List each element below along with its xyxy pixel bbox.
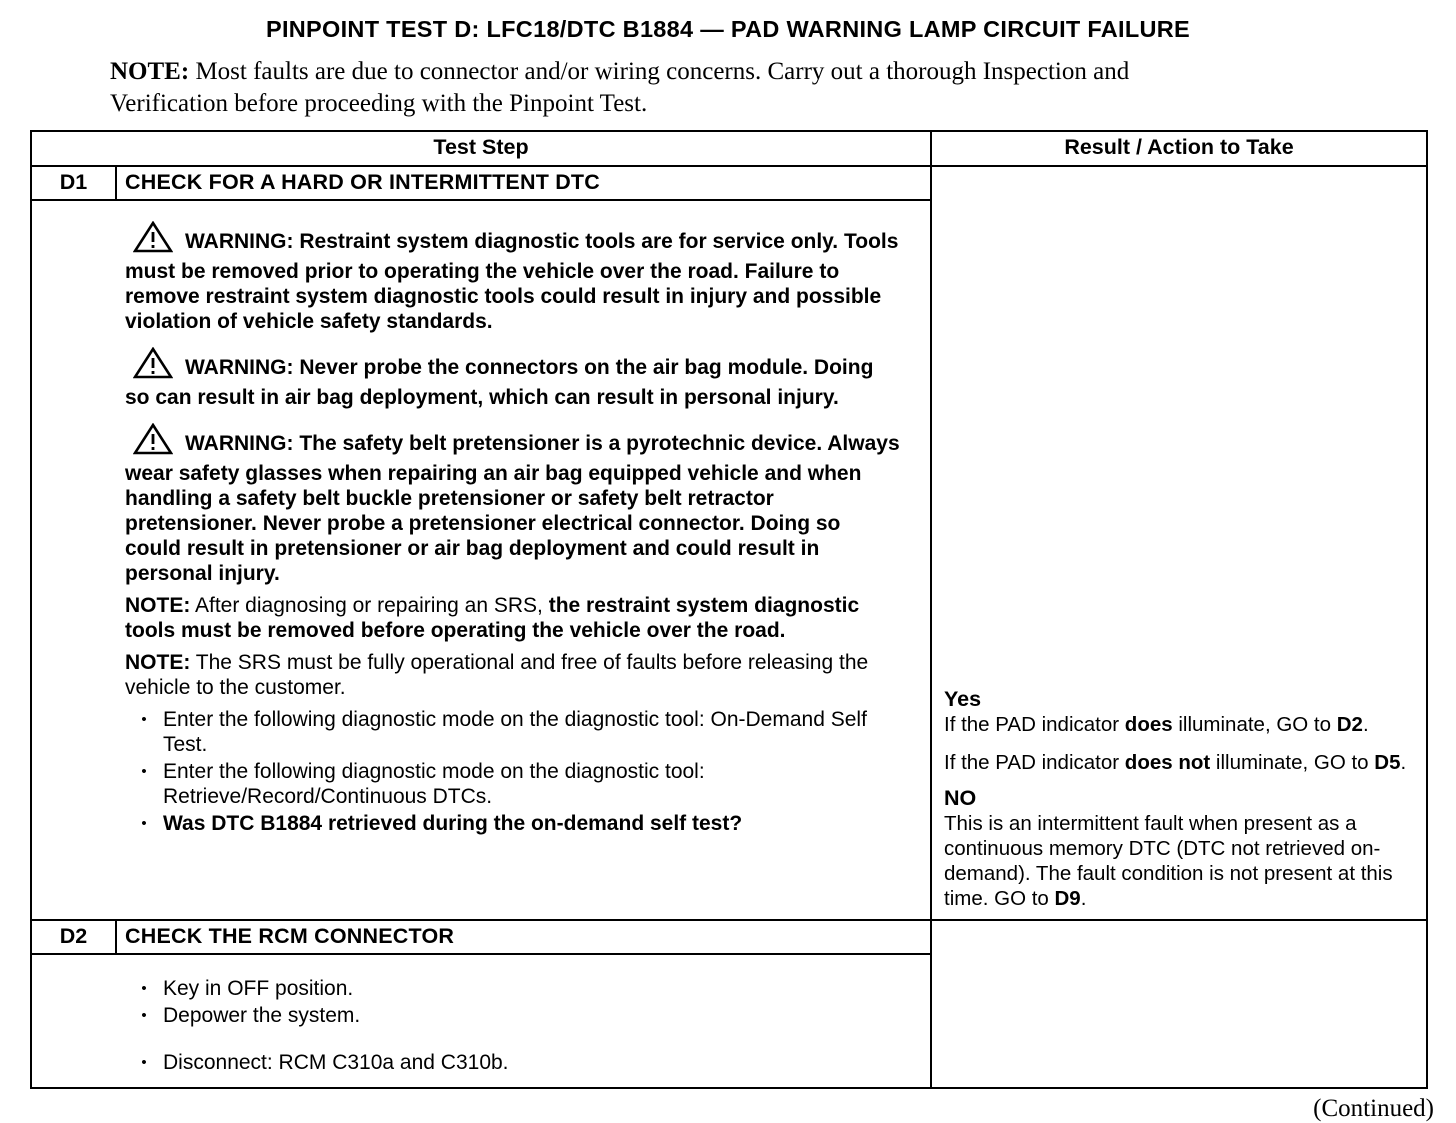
warning-text: The safety belt pretensioner is a pyrotechnic device. Always wear safety glasses when repairing an air bag equipped vehicle and when handling a safety belt buckle pretensioner or safety belt retractor pretensioner. Never probe a pretensioner electrical connector. Doing so could result in pretensioner or air bag deployment and could result in personal injury. [125, 432, 900, 585]
note-text: After diagnosing or repairing an SRS, [190, 594, 549, 617]
result-step-ref: D5 [1374, 751, 1401, 774]
warning-paragraph-2 [125, 347, 900, 410]
test-step-row-d2 [32, 919, 1426, 1087]
bullet-text: Enter the following diagnostic mode on the diagnostic tool: Retrieve/Record/Continuous DTCs. [163, 760, 705, 808]
bullet-item [125, 1003, 900, 1028]
bullet-dot: • [141, 980, 147, 997]
result-text: . [1362, 713, 1369, 736]
note-text-bold: the restraint system diagnostic tools must be removed before operating the vehicle over the road. [125, 594, 860, 642]
test-step-cell-d2 [32, 921, 930, 1087]
step-id-d1: D1 [32, 167, 117, 199]
test-step-cell-d1 [32, 167, 930, 919]
warning-label: WARNING: [185, 230, 294, 253]
step-body-d1 [32, 201, 930, 919]
bullet-dot: • [141, 711, 147, 728]
step-title-d2: CHECK THE RCM CONNECTOR [125, 924, 455, 948]
bullet-text: Key in OFF position. [163, 977, 354, 1000]
bullet-text: Enter the following diagnostic mode on the diagnostic tool: On-Demand Self Test. [163, 708, 867, 756]
warning-text: Restraint system diagnostic tools are for service only. Tools must be removed prior to operating the vehicle over the road. Failure to remove restraint system diagnostic tools could result in injury and possible violation of vehicle safety standards. [125, 230, 899, 333]
warning-text: Never probe the connectors on the air bag module. Doing so can result in air bag deployment, which can result in personal injury. [125, 356, 874, 409]
page-title: PINPOINT TEST D: LFC18/DTC B1884 — PAD WARNING LAMP CIRCUIT FAILURE [265, 16, 1191, 42]
warning-icon [133, 423, 173, 461]
step-strip-d1 [32, 167, 930, 201]
result-text: . [1080, 887, 1087, 910]
step-title-d1: CHECK FOR A HARD OR INTERMITTENT DTC [125, 170, 600, 194]
continued-label: (Continued) [1313, 1095, 1434, 1122]
test-step-row-d1 [32, 167, 1426, 919]
intro-note [110, 56, 1225, 119]
result-step-ref: D9 [1054, 887, 1081, 910]
result-yes-label: Yes [944, 687, 982, 711]
bullet-text: Depower the system. [163, 1004, 361, 1027]
intro-note-text: Most faults are due to connector and/or wiring concerns. Carry out a thorough Inspection and Verification before proceeding with the Pinpoint Test. [110, 58, 1130, 117]
bullet-dot: • [141, 1054, 147, 1071]
result-cell-d2 [930, 921, 1426, 1087]
bullet-item [125, 759, 900, 809]
result-text: illuminate, GO to [1210, 751, 1375, 774]
warning-paragraph-3 [125, 423, 900, 586]
result-yes-line-2 [944, 750, 1416, 775]
step-bullet-list-d2 [125, 976, 900, 1075]
note-label: NOTE: [125, 594, 191, 617]
table-header-row [32, 132, 1426, 167]
result-text: If the PAD indicator [944, 713, 1125, 736]
step-bullet-list-d1 [125, 707, 900, 836]
result-text: If the PAD indicator [944, 751, 1125, 774]
step-body-d2 [32, 955, 930, 1087]
bullet-dot: • [141, 1007, 147, 1024]
result-yes-line-1 [944, 712, 1416, 737]
result-no-line [944, 811, 1416, 911]
note-paragraph-2 [125, 650, 900, 700]
column-header-result: Result / Action to Take [930, 132, 1426, 165]
result-text-bold: does not [1124, 751, 1211, 774]
bullet-item [125, 1050, 900, 1075]
bullet-dot: • [141, 763, 147, 780]
result-text: . [1400, 751, 1407, 774]
bullet-dot: • [141, 815, 147, 832]
bullet-item [125, 707, 900, 757]
warning-icon [133, 347, 173, 385]
note-text: The SRS must be fully operational and free of faults before releasing the vehicle to the customer. [125, 651, 869, 699]
warning-label: WARNING: [185, 356, 294, 379]
result-no-label: NO [944, 786, 977, 810]
result-cell-d1 [930, 167, 1426, 919]
step-id-d2: D2 [32, 921, 117, 953]
result-text: illuminate, GO to [1172, 713, 1337, 736]
result-text: This is an intermittent fault when present as a continuous memory DTC (DTC not retrieved on-demand). The fault condition is not present at this time. GO to [944, 812, 1393, 910]
bullet-text: Disconnect: RCM C310a and C310b. [163, 1051, 509, 1074]
note-paragraph-1 [125, 593, 900, 643]
bullet-item [125, 976, 900, 1001]
result-step-ref: D2 [1336, 713, 1363, 736]
warning-paragraph-1 [125, 221, 900, 334]
result-text-bold: does [1124, 713, 1173, 736]
warning-icon [133, 221, 173, 259]
column-header-test-step: Test Step [433, 135, 529, 159]
bullet-text: Was DTC B1884 retrieved during the on-demand self test? [163, 812, 743, 835]
note-label: NOTE: [125, 651, 191, 674]
step-strip-d2 [32, 921, 930, 955]
warning-label: WARNING: [185, 432, 294, 455]
pinpoint-test-table [30, 130, 1428, 1089]
intro-note-label: NOTE: [110, 58, 190, 85]
bullet-item [125, 811, 900, 836]
